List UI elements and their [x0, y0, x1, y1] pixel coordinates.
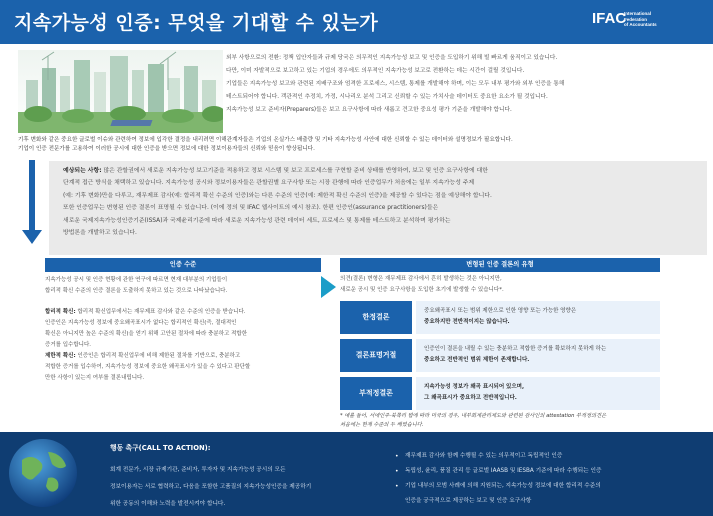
cta-title: 행동 촉구(CALL TO ACTION): — [110, 444, 211, 452]
cta-bullet-list — [395, 449, 601, 509]
call-to-action-band — [0, 432, 713, 516]
hero-city-image — [18, 50, 223, 133]
list-item-continued: 인증을 궁극적으로 제공하는 보고 및 인증 요구사항 — [405, 498, 532, 504]
qualified-conclusion-row: 한정결론 중요왜곡표시 또는 범위 제한으로 인한 영향 또는 가능한 영향은 중요하지만 전반적이지는 않습니다. — [340, 301, 660, 334]
header-bar — [0, 0, 713, 44]
ifac-logo — [592, 10, 702, 36]
footnote: * 예를 들어, 서에인주·북쪽리 법에 따라 미국의 경우, 내부회계관리제도와 관련된 감사인의 attestation 부적정의견은 처음에는 현재 수준의 두 배였습니다. — [340, 413, 607, 428]
adverse-conclusion-row: 부적정결론 지속가능성 정보가 왜곡 표시되어 있으며, 그 왜곡표시가 중요하고 전반적입니다. — [340, 377, 660, 410]
modified-conclusions-heading: 변형된 인증 결론의 유형 — [340, 258, 660, 272]
down-arrow-icon — [22, 230, 42, 244]
expectations-label: 예상되는 사항: — [63, 168, 102, 174]
logo-subtext: International Federation of Accountants — [624, 11, 657, 27]
expectations-box: 예상되는 사항: 많은 관할권에서 새로운 지속가능성 보고기준을 적용하고 정보 시스템 및 보고 프로세스를 구현할 준비 상태를 반영하여, 보고 및 인증 요구사항에 대한 단계적 접근 방식을 채택하고 있습니다. 지속가능성 공시와 정보이용자들은 관할권별 요구사항 또는 시장 관행에 따라 인증업무가 처음에는 일부 지속가능성 주제 (예: 기후 변화)만을 다루고, 재무제표 감사(예: 합리적 확신 수준의 인증)와는 다른 수준의 인증(예: 제한적 확신 수준의 인증)을 제공할 수 있다는 점을 예상해야 합니다. 또한 인증업무는 변형된 인증 결론이 표명될 수 있습니다. (이에 정의 및 IFAC 웹사이트의 예시 참조). 한편 인증인(assurance practitioners)들은 새로운 국제지속가능성인증기준(ISSA)과 국제윤리기준에 따라 새로운 지속가능성 관련 데이터 세트, 프로세스 및 통제를 테스트하고 분석하며 평가하는 방법론을 개발하고 있습니다. — [49, 161, 707, 255]
disclaimer-conclusion-row: 결론표명거절 인증인이 결론을 내릴 수 있는 충분하고 적합한 증거를 확보하지 못하게 하는 중요하고 전반적인 범위 제한이 존재합니다. — [340, 339, 660, 372]
qualified-conclusion-label: 한정결론 — [340, 301, 412, 334]
down-arrow-shaft — [29, 160, 35, 232]
right-arrow-icon — [321, 276, 336, 298]
list-item: • 독립성, 윤리, 품질 관리 등 글로벌 IAASB 및 IESBA 기준에 따라 수행되는 인증 — [395, 468, 602, 475]
disclaimer-conclusion-label: 결론표명거절 — [340, 339, 412, 372]
limited-assurance-label: 제한적 확신: — [45, 353, 76, 359]
list-item: • 재무제표 감사와 함께 수행될 수 있는 의무적이고 독립적인 인증 — [395, 453, 563, 460]
assurance-levels-heading: 인증 수준 — [45, 258, 321, 272]
assurance-levels-panel: 지속가능성 공시 및 인증 현황에 관한 연구에 따르면 현재 대부분의 기업들이 합리적 확신 수준의 인증 결론을 도출하지 못하고 있는 것으로 나타났습니다. 합리적 확신: 합리적 확신업무에서는 재무제표 감사와 같은 수준의 인증을 받습니다. 인증인은 지속가능성 정보에 중요왜곡표시가 없다는 합리적인 확신(즉, 절대적인 확신은 아니지만 높은 수준의 확신)을 얻기 위해 고안된 절차에 따라 충분하고 적합한 증거를 입수합니다. 제한적 확신: 인증인은 합리적 확신업무에 비해 제한된 절차를 기반으로, 충분하고 적합한 증거를 입수하여, 지속가능성 정보에 중요한 왜곡표시가 있을 수 있다고 판단할 만한 사항이 있는지 여부를 결론내립니다. — [45, 277, 251, 381]
page-title: 지속가능성 인증: 무엇을 기대할 수 있는가 — [14, 12, 379, 34]
intro-text: 외부 사항으로의 전환: 정책 입안자들과 규제 당국은 의무적인 지속가능성 보고 및 인증을 도입하기 위해 빌 빠르게 움직이고 있습니다. 다만, 이미 자발적으로 보고하고 있는 기업의 경우에도 의무적인 지속가능성 보고로 전환하는 데는 시간이 걸릴 것입니다. 기업들은 지속가능성 보고와 관련된 지배구조와 엄격한 프로세스, 시스템, 통제를 개발해야 하며, 이는 모두 내부 평가와 외부 인증을 통해 테스트되어야 합니다. 객관적인 추정치, 가정, 시나리오 분석 그리고 신뢰할 수 있는 가치사슬 데이터도 중요한 요소가 될 것입니다. 지속가능성 보고 준비자(Preparers)들은 보고 요구사항에 따라 새롭고 견고한 중요성 평가 기준을 개발해야 합니다. — [226, 55, 565, 113]
lead-paragraph: 기후 변화와 같은 중요한 글로벌 이슈와 관련하여 정보에 입각한 결정을 내리려면 이해관계자들은 기업의 온실가스 배출량 및 기타 지속가능성 사안에 대한 신뢰할 수 있는 데이터와 설명정보가 필요합니다. 기업이 인증 전문가를 고용하여 이러한 공시에 대한 인증을 받으면 정보에 대한 정보이용자들의 신뢰와 믿음이 향상됩니다. — [18, 137, 513, 152]
globe-icon — [8, 438, 78, 508]
logo-mark: IFAC — [592, 10, 627, 27]
list-item: • 기업 내부의 모범 사례에 의해 지원되는, 지속가능성 정보에 대한 합리적 수준의 — [395, 483, 601, 490]
modified-conclusions-intro: 의견(결론) 변형은 재무제표 감사에서 흔히 발생하는 것은 아니지만, 새로운 공시 및 인증 요구사항을 도입한 초기에 발생할 수 있습니다*. — [340, 276, 504, 293]
adverse-conclusion-label: 부적정결론 — [340, 377, 412, 410]
cta-left-text: 회계 전문가, 시장 규제기관, 준비자, 투자자 및 지속가능성 공시의 모든 정보이용자는 서로 협력하고, 다음을 포함한 고품질의 지속가능성인증을 제공하기 위한 공동의 이해와 노력을 발전시켜야 합니다. — [110, 467, 312, 507]
reasonable-assurance-label: 합리적 확신: — [45, 309, 76, 315]
